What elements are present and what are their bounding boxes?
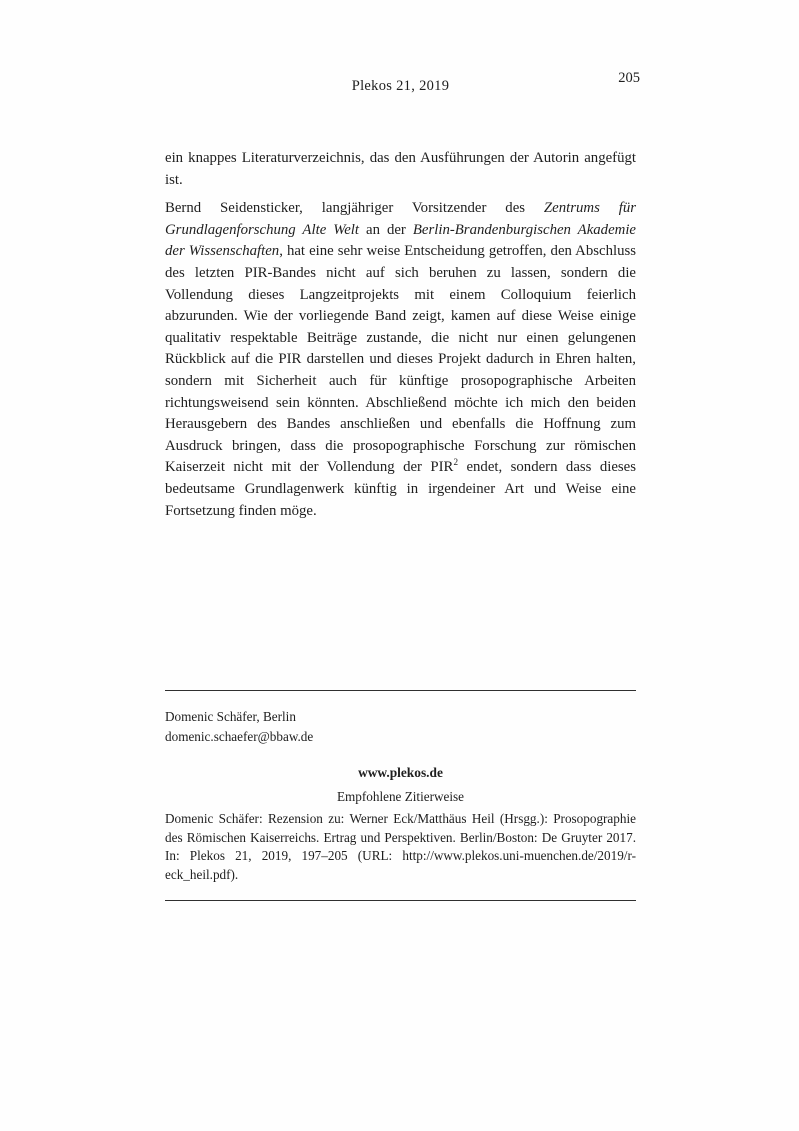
- signature-block: [165, 707, 636, 747]
- text-segment: Bernd Seidensticker, langjähriger Vorsitzender des: [165, 200, 544, 217]
- author-name: Domenic Schäfer, Berlin: [165, 709, 296, 724]
- text-segment: endet, sondern dass dieses bedeutsame Grundlagenwerk künftig in irgendeiner Art und Weise eine Fortsetzung finden möge.: [165, 459, 637, 519]
- footer-block: [165, 690, 636, 990]
- paragraph-bibliography: ein knappes Literaturverzeichnis, das den Ausführungen der Autorin angefügt ist.: [165, 150, 636, 188]
- superscript-pir-volume: 2: [453, 457, 459, 468]
- review-body: [165, 148, 636, 522]
- text-segment: an der: [359, 221, 413, 238]
- text-segment: , hat eine sehr weise Entscheidung getroffen, den Abschluss des letzten PIR-Bandes nicht auf sich beruhen zu lassen, sondern die Vollendung dieses Langzeitprojekts mit einem Colloquium feierlich abzurunden. Wie der vorliegende Band zeigt, kamen auf diese Weise einige qualitativ respektable Beiträge zustande, die nicht nur einen gelungenen Rückblick auf die PIR darstellen und dieses Projekt dadurch in Ehren halten, sondern mit Sicherheit auch für künftige prosopographische Arbeiten richtungsweisend sein könnten. Abschließend möchte ich mich den beiden Herausgebern des Bandes anschließen und ebenfalls die Hoffnung zum Ausdruck bringen, dass die prosopographische Forschung zur römischen Kaiserzeit nicht mit der Vollendung der PIR: [165, 243, 636, 476]
- divider-top: [165, 690, 636, 691]
- citation-heading: Empfohlene Zitierweise: [336, 789, 465, 804]
- running-head: Plekos 21, 2019: [351, 78, 450, 94]
- paragraph-seidensticker: [165, 198, 636, 522]
- author-email: domenic.schaefer@bbaw.de: [165, 729, 314, 744]
- citation-text: Domenic Schäfer: Rezension zu: Werner Eck/Matthäus Heil (Hrsgg.): Prosopographie des Römischen Kaiserreichs. Ertrag und Perspektiven. Berlin/Boston: De Gruyter 2017. In: Plekos 21, 2019, 197–205 (URL: http://www.plekos.uni-muenchen.de/2019/r-eck_heil.pdf).: [165, 811, 636, 882]
- page-number: 205: [618, 70, 640, 86]
- page-header: [165, 0, 640, 110]
- divider-bottom: [165, 900, 636, 901]
- journal-website: www.plekos.de: [358, 765, 443, 780]
- italic-zentrum-title: Zentrums für Grundlagenforschung Alte Welt: [165, 200, 636, 238]
- italic-akademie-title: Berlin-Brandenburgischen Akademie der Wissenschaften: [165, 221, 636, 260]
- text-column: [165, 0, 640, 1131]
